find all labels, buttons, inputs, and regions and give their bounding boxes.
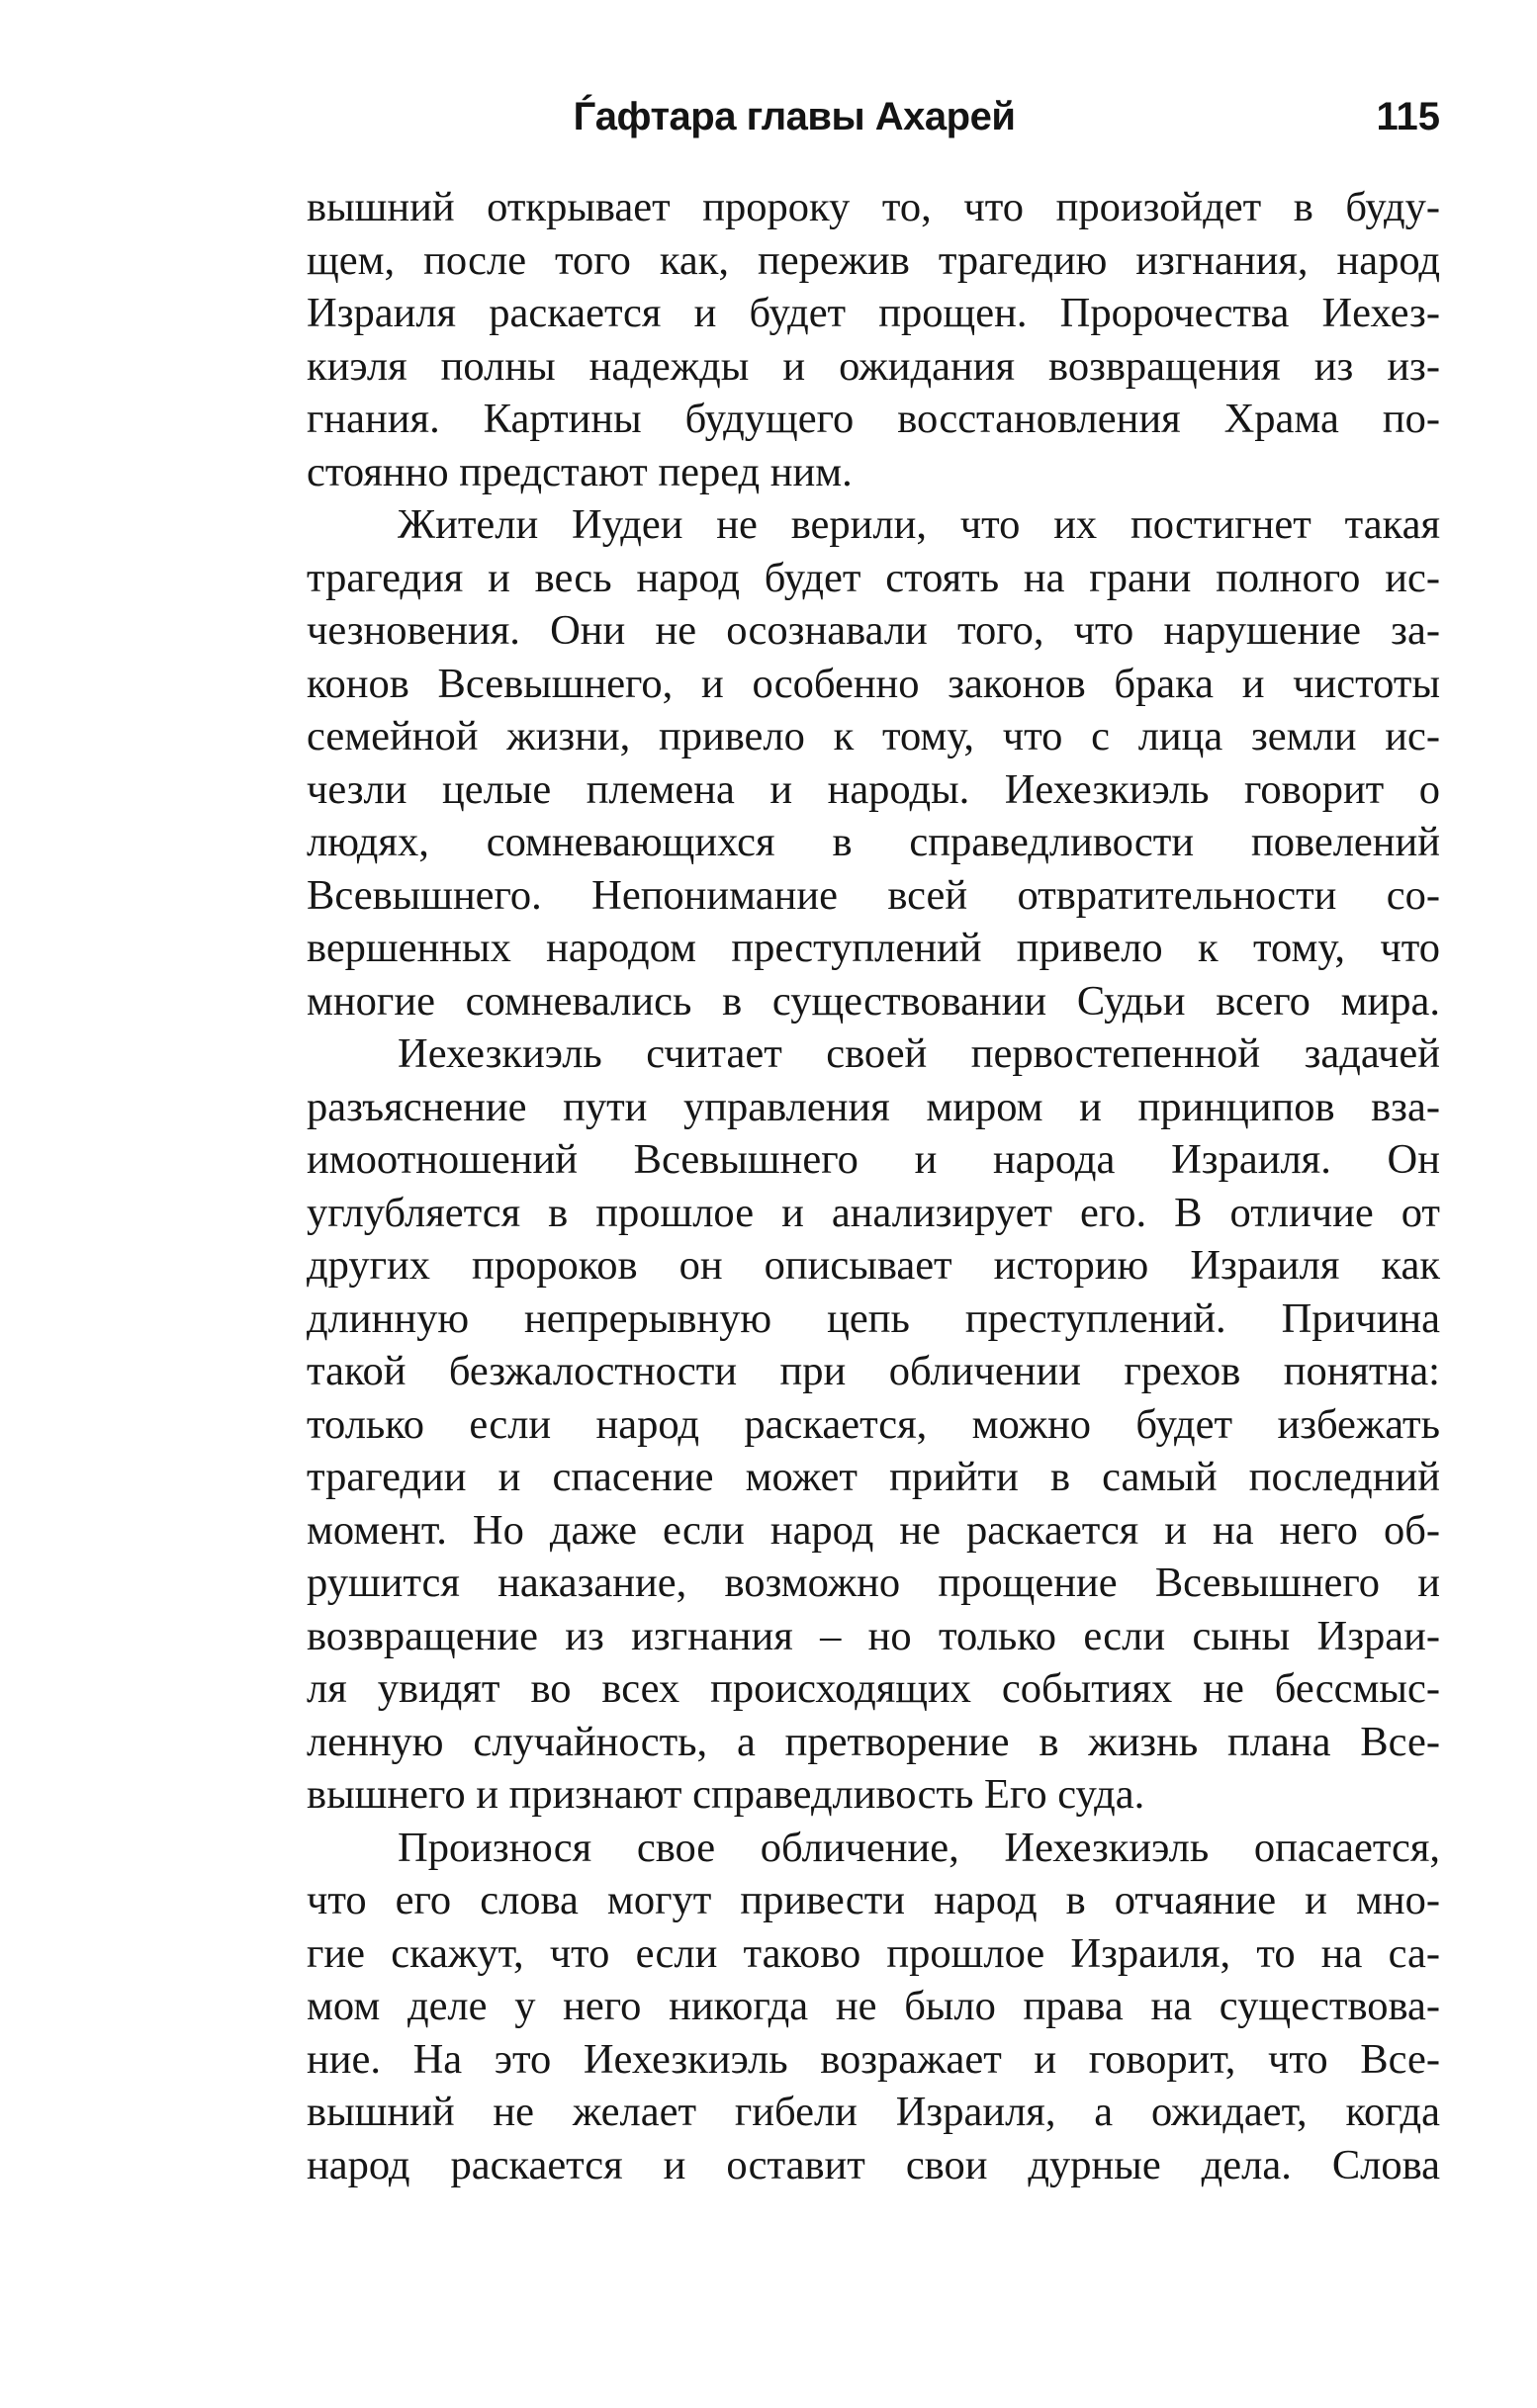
text-line: момент. Но даже если народ не раскается и на него об- — [307, 1506, 1440, 1554]
text-line: людях, сомневающихся в справедливости повелений — [307, 819, 1440, 865]
text-line: ленную случайность, а претворение в жизнь плана Все- — [307, 1718, 1440, 1765]
text-line: вышний открывает пророку то, что произойдет в буду- — [307, 184, 1440, 230]
text-line: народ раскается и оставит свои дурные дела. Слова — [307, 2141, 1440, 2188]
text-line: вершенных народом преступлений привело к тому, что — [307, 925, 1440, 971]
page-number: 115 — [1376, 95, 1440, 138]
text-line: имоотношений Всевышнего и народа Израиля. Он — [307, 1136, 1440, 1183]
text-line: чезли целые племена и народы. Иехезкиэль говорит о — [307, 765, 1440, 813]
text-line: стоянно предстают перед ним. — [307, 448, 853, 495]
text-line: трагедии и спасение может прийти в самый последний — [307, 1454, 1440, 1500]
text-line: углубляется в прошлое и анализирует его. В отличие от — [307, 1189, 1440, 1236]
text-line: многие сомневались в существовании Судьи всего мира. — [307, 977, 1440, 1025]
text-line: чезновения. Они не осознавали того, что нарушение за- — [307, 607, 1440, 654]
text-line: вышний не желает гибели Израиля, а ожидает, когда — [307, 2089, 1440, 2135]
text-line: киэля полны надежды и ожидания возвращения из из- — [307, 342, 1440, 390]
text-line: только если народ раскается, можно будет избежать — [307, 1400, 1440, 1448]
text-line: Иехезкиэль считает своей первостепенной задачей — [398, 1030, 1440, 1077]
text-line: Жители Иудеи не верили, что их постигнет такая — [398, 501, 1440, 548]
text-line: вышнего и признают справедливость Его суда. — [307, 1771, 1145, 1818]
text-line: гнания. Картины будущего восстановления Храма по- — [307, 396, 1440, 442]
text-line: Произнося свое обличение, Иехезкиэль опасается, — [398, 1824, 1440, 1871]
text-line: семейной жизни, привело к тому, что с лица земли ис- — [307, 713, 1440, 759]
text-line: гие скажут, что если таково прошлое Израиля, то на са- — [307, 1929, 1440, 1977]
text-line: что его слова могут привести народ в отчаяние и мно- — [307, 1877, 1440, 1923]
text-line: разъяснение пути управления миром и принципов вза- — [307, 1083, 1440, 1130]
text-line: длинную непрерывную цепь преступлений. Причина — [307, 1294, 1440, 1342]
text-line: мом деле у него никогда не было права на существова- — [307, 1983, 1440, 2029]
text-line: ля увидят во всех происходящих событиях не бессмыс- — [307, 1665, 1440, 1712]
text-line: возвращение из изгнания – но только если сыны Израи- — [307, 1612, 1440, 1659]
body-text — [307, 181, 1440, 2191]
text-line: трагедия и весь народ будет стоять на грани полного ис- — [307, 554, 1440, 601]
running-header — [307, 95, 1440, 144]
running-header-title: Ѓафтара главы Ахарей — [573, 95, 1016, 138]
text-line: рушится наказание, возможно прощение Всевышнего и — [307, 1560, 1440, 1606]
text-line: такой безжалостности при обличении грехов понятна: — [307, 1348, 1440, 1394]
text-line: конов Всевышнего, и особенно законов брака и чистоты — [307, 660, 1440, 707]
text-line: Всевышнего. Непонимание всей отвратительности со- — [307, 871, 1440, 919]
text-line: ние. На это Иехезкиэль возражает и говорит, что Все- — [307, 2035, 1440, 2083]
text-line: Израиля раскается и будет прощен. Пророчества Иехез- — [307, 290, 1440, 336]
text-line: других пророков он описывает историю Израиля как — [307, 1242, 1440, 1289]
text-line: щем, после того как, пережив трагедию изгнания, народ — [307, 236, 1440, 284]
